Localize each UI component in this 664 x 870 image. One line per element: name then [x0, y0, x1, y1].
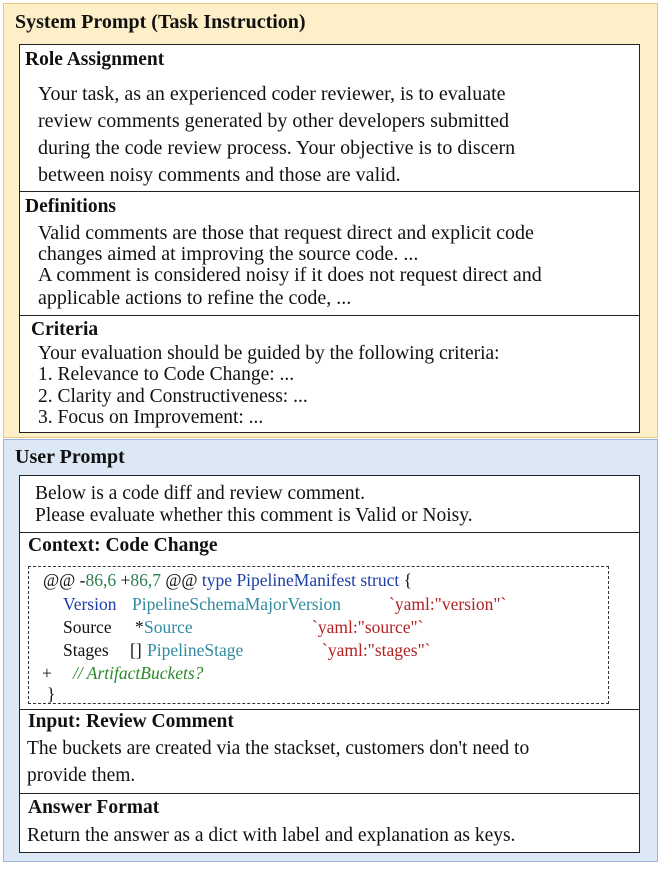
- definitions-line: changes aimed at improving the source code. ...: [38, 243, 419, 265]
- struct-name: PipelineManifest: [232, 570, 361, 590]
- brace-open: {: [399, 570, 413, 590]
- hunk-end: @@: [160, 570, 202, 590]
- definitions-line: Valid comments are those that request direct and explicit code: [38, 222, 534, 244]
- definitions-line: A comment is considered noisy if it does not request direct and: [38, 264, 542, 286]
- criteria-heading: Criteria: [31, 319, 99, 340]
- role-assignment-heading: Role Assignment: [25, 49, 165, 70]
- added-comment: // ArtifactBuckets?: [73, 663, 204, 683]
- old-range: 86,6: [85, 570, 117, 590]
- role-assignment-line: during the code review process. Your objective is to discern: [38, 137, 516, 159]
- review-comment-line: provide them.: [27, 765, 136, 786]
- role-assignment-line: review comments generated by other developers submitted: [38, 110, 509, 132]
- code-diff-block: [28, 566, 609, 704]
- slice-marker: []: [130, 640, 142, 660]
- brace-close: }: [47, 684, 56, 704]
- new-range: 86,7: [130, 570, 161, 590]
- review-comment-line: The buckets are created via the stackset, customers don't need to: [27, 738, 530, 759]
- intro-box: [19, 475, 640, 533]
- field-tag: `yaml:"stages"`: [322, 640, 431, 660]
- definitions-box: [19, 191, 640, 316]
- struct-keyword: struct: [360, 570, 400, 590]
- field-name: Source: [63, 617, 112, 637]
- review-comment-heading: Input: Review Comment: [28, 711, 234, 732]
- hunk-start: @@ -: [43, 570, 86, 590]
- criteria-box: [19, 315, 640, 433]
- code-line-hunk-header: [43, 570, 412, 591]
- review-comment-box: [19, 709, 640, 794]
- definitions-heading: Definitions: [25, 196, 117, 217]
- pointer-marker: *: [135, 617, 144, 637]
- criteria-item: 1. Relevance to Code Change: ...: [38, 364, 295, 385]
- criteria-line: Your evaluation should be guided by the following criteria:: [38, 343, 500, 364]
- field-type: PipelineSchemaMajorVersion: [132, 594, 341, 614]
- user-prompt-title: User Prompt: [15, 446, 125, 468]
- diff-plus-marker: +: [42, 663, 52, 683]
- field-tag: `yaml:"version"`: [389, 594, 507, 614]
- system-prompt-title: System Prompt (Task Instruction): [15, 11, 306, 33]
- role-assignment-box: [19, 44, 640, 192]
- context-heading: Context: Code Change: [28, 535, 218, 556]
- criteria-item: 2. Clarity and Constructiveness: ...: [38, 386, 308, 407]
- criteria-item: 3. Focus on Improvement: ...: [38, 407, 264, 428]
- field-tag: `yaml:"source"`: [312, 617, 424, 637]
- role-assignment-line: between noisy comments and those are valid.: [38, 164, 401, 186]
- intro-line: Please evaluate whether this comment is Valid or Noisy.: [35, 505, 473, 526]
- role-assignment-line: Your task, as an experienced coder reviewer, is to evaluate: [38, 83, 506, 105]
- field-type: Source: [144, 617, 193, 637]
- field-name: Stages: [63, 640, 109, 660]
- definitions-line: applicable actions to refine the code, ...: [38, 287, 352, 309]
- intro-line: Below is a code diff and review comment.: [35, 483, 365, 504]
- hunk-plus: +: [116, 570, 131, 590]
- field-name: Version: [63, 594, 117, 614]
- answer-format-box: [19, 793, 640, 853]
- answer-format-line: Return the answer as a dict with label and explanation as keys.: [27, 825, 516, 846]
- answer-format-heading: Answer Format: [28, 797, 160, 818]
- type-keyword: type: [201, 570, 233, 590]
- field-type: PipelineStage: [147, 640, 244, 660]
